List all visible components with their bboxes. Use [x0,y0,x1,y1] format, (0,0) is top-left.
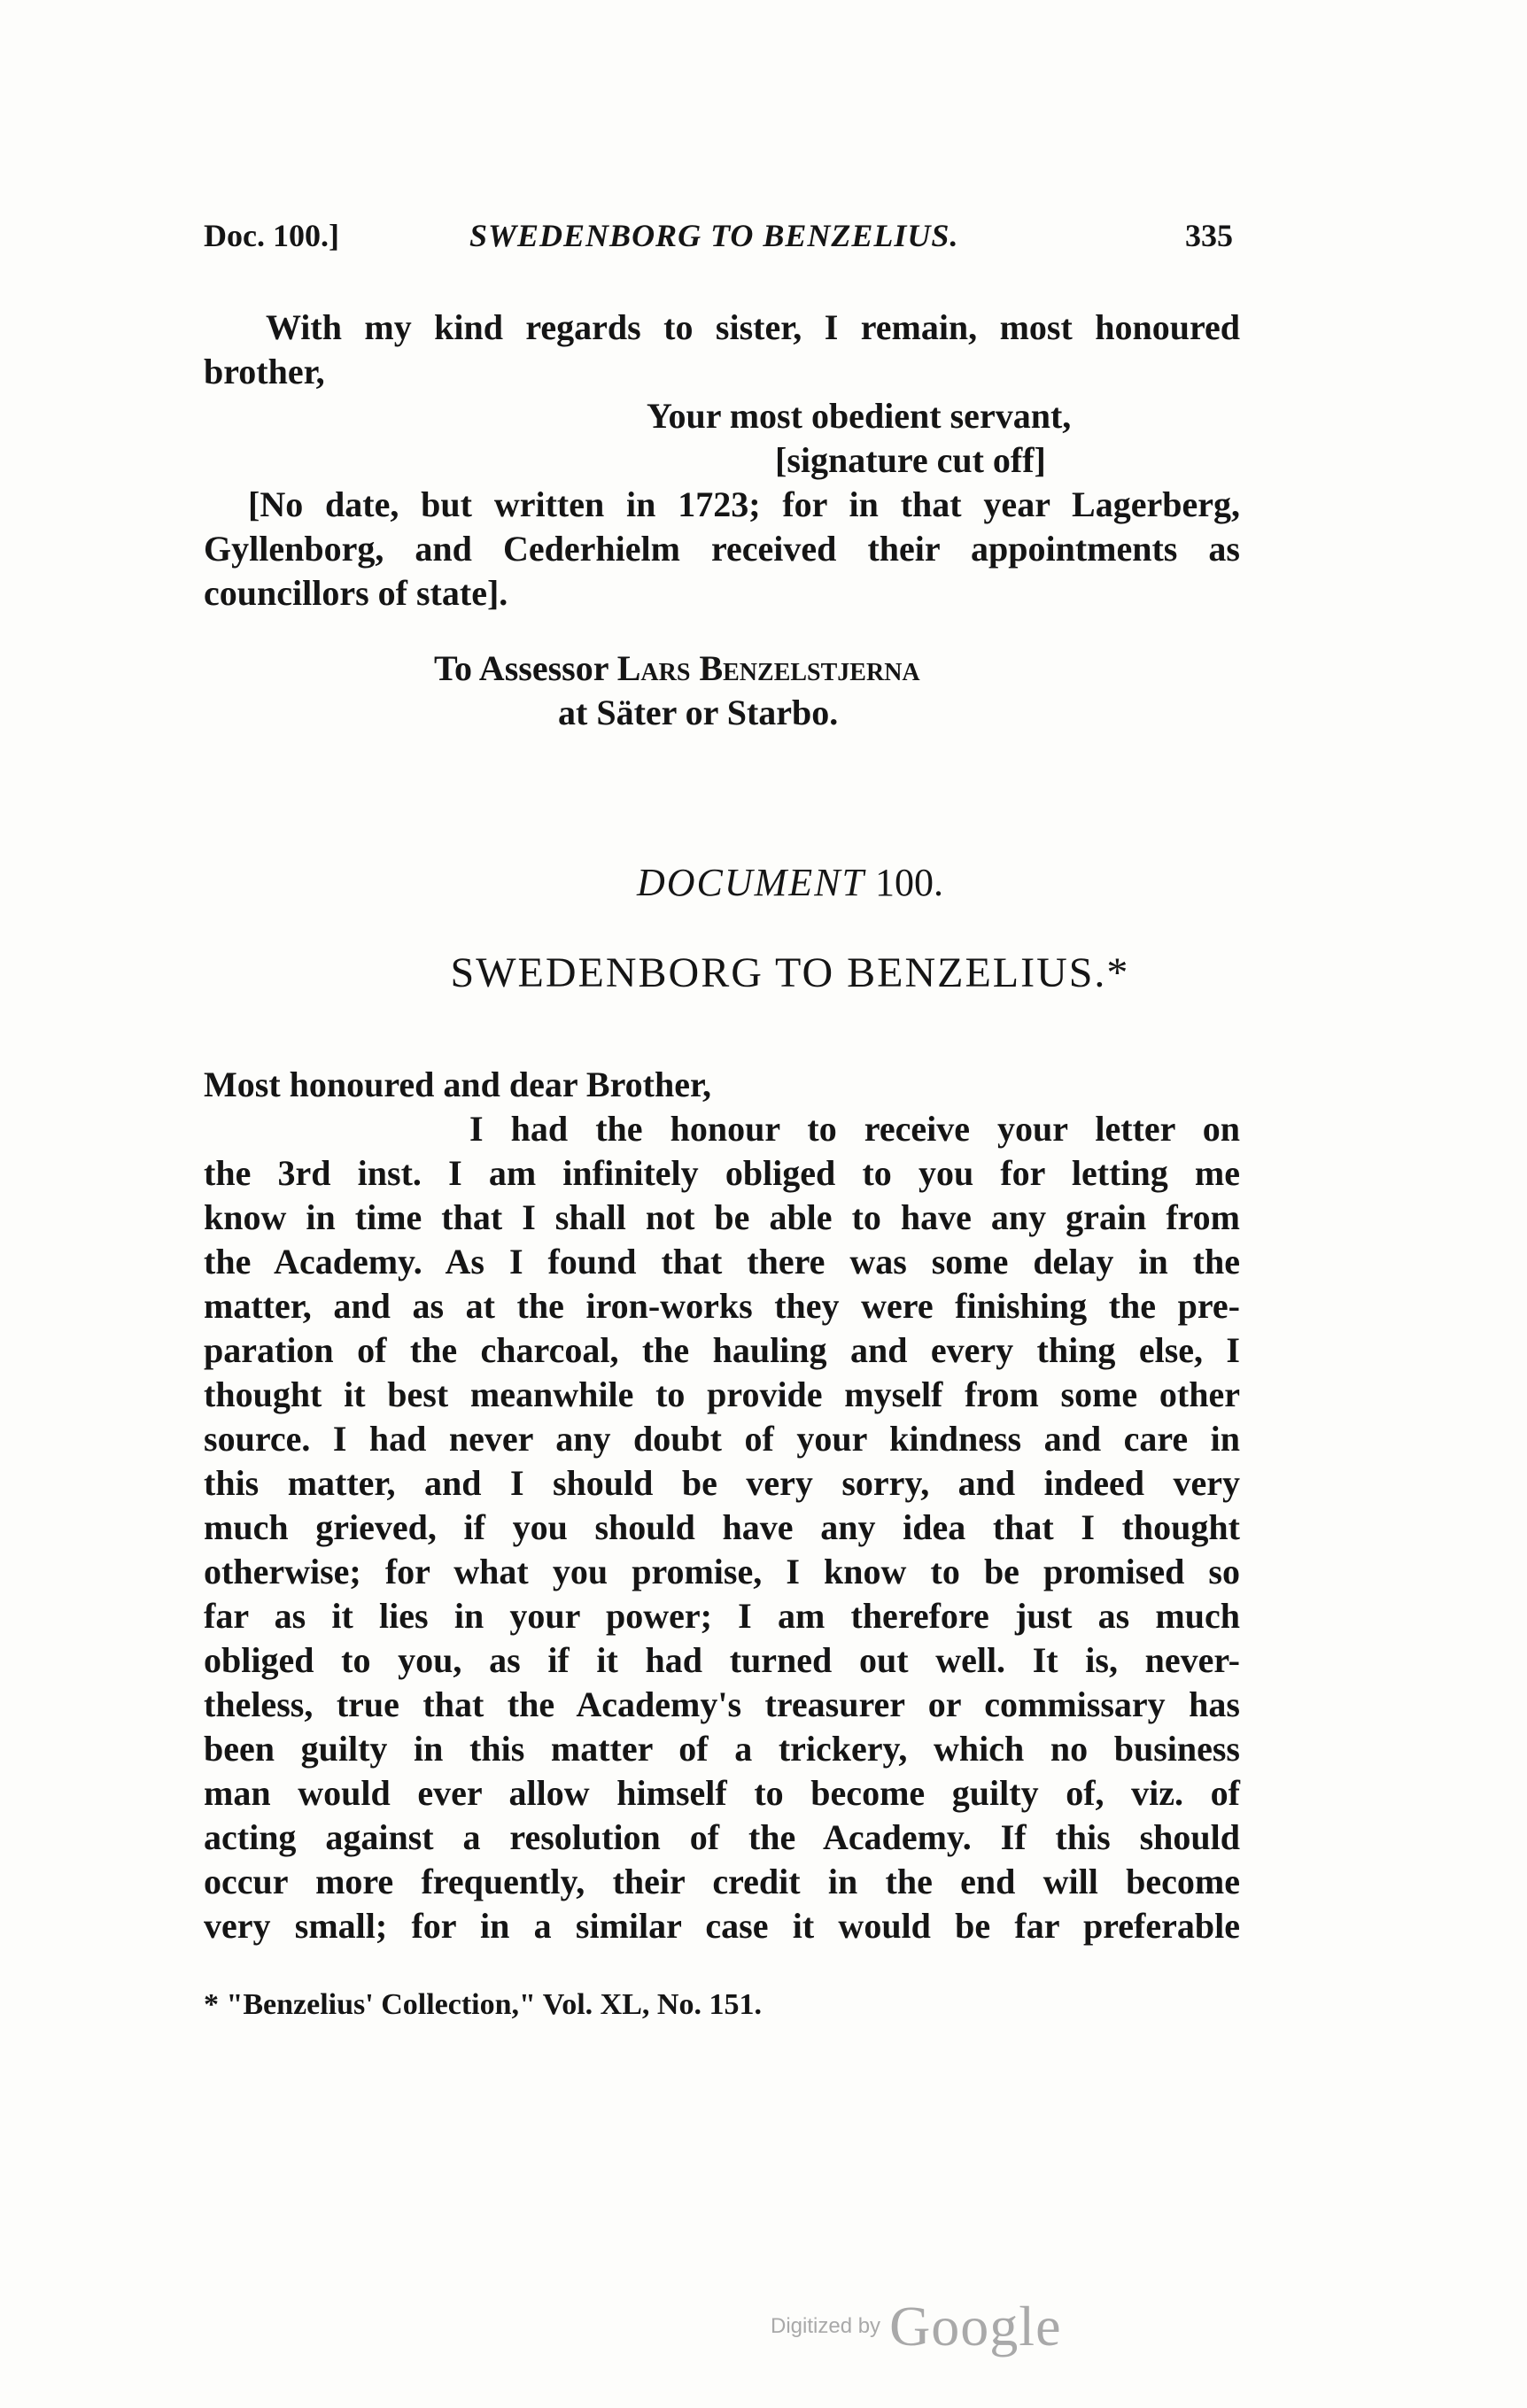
letter-line: very small; for in a similar case it would be far preferable [204,1906,1240,1946]
address-line-2: at Säter or Starbo. [558,693,839,732]
note-line-1: [No date, but written in 1723; for in that year Lagerberg, [248,484,1240,524]
header-title: SWEDENBORG TO BENZELIUS. [469,218,959,253]
letter-line: thought it best meanwhile to provide myself from some other [204,1374,1240,1414]
letter-line: know in time that I shall not be able to have any grain from [204,1197,1240,1237]
letter-line: much grieved, if you should have any idea that I thought [204,1507,1240,1547]
letter-line: man would ever allow himself to become guilty of, viz. of [204,1773,1240,1813]
letter-line: otherwise; for what you promise, I know to be promised so [204,1552,1240,1591]
closing-salutation: Your most obedient servant, [647,396,1072,436]
letter-line: source. I had never any doubt of your kindness and care in [204,1419,1240,1459]
document-number: 100. [875,861,944,904]
closing-line-2: brother, [204,352,325,391]
signature-note: [signature cut off] [775,440,1046,480]
google-logo: Google [889,2295,1062,2358]
address-prefix: To Assessor [434,648,617,688]
document-number-heading [0,859,1527,907]
note-line-2: Gyllenborg, and Cederhielm received their appointments as [204,529,1240,569]
letter-line: paration of the charcoal, the hauling and every thing else, I [204,1330,1240,1370]
letter-line: theless, true that the Academy's treasurer or commissary has [204,1684,1240,1724]
watermark-text: Digitized by [771,2314,881,2338]
letter-line: the Academy. As I found that there was some delay in the [204,1242,1240,1281]
document-label: DOCUMENT [636,861,866,904]
letter-line: acting against a resolution of the Academy. If this should [204,1817,1240,1857]
digitized-by-google-watermark [771,2294,1061,2359]
note-line-3: councillors of state]. [204,573,508,613]
closing-line-1: With my kind regards to sister, I remain, most honoured [266,307,1240,347]
address-line-1 [434,647,920,691]
letter-line: I had the honour to receive your letter on [469,1109,1240,1149]
address-name: Lars Benzelstjerna [616,648,920,688]
letter-line: been guilty in this matter of a trickery, which no business [204,1729,1240,1769]
document-title: SWEDENBORG TO BENZELIUS.* [450,949,1130,996]
letter-line: obliged to you, as if it had turned out well. It is, never- [204,1640,1240,1680]
footnote: * "Benzelius' Collection," Vol. XL, No. 151. [204,1988,762,2021]
letter-line: the 3rd inst. I am infinitely obliged to you for letting me [204,1153,1240,1193]
page-number: 335 [1185,218,1233,253]
letter-line: far as it lies in your power; I am therefore just as much [204,1596,1240,1636]
letter-line: occur more frequently, their credit in the end will become [204,1862,1240,1901]
letter-line: this matter, and I should be very sorry, and indeed very [204,1463,1240,1503]
letter-greeting: Most honoured and dear Brother, [204,1065,712,1104]
letter-line: matter, and as at the iron-works they were finishing the pre- [204,1286,1240,1326]
header-doc-ref: Doc. 100.] [204,218,339,253]
